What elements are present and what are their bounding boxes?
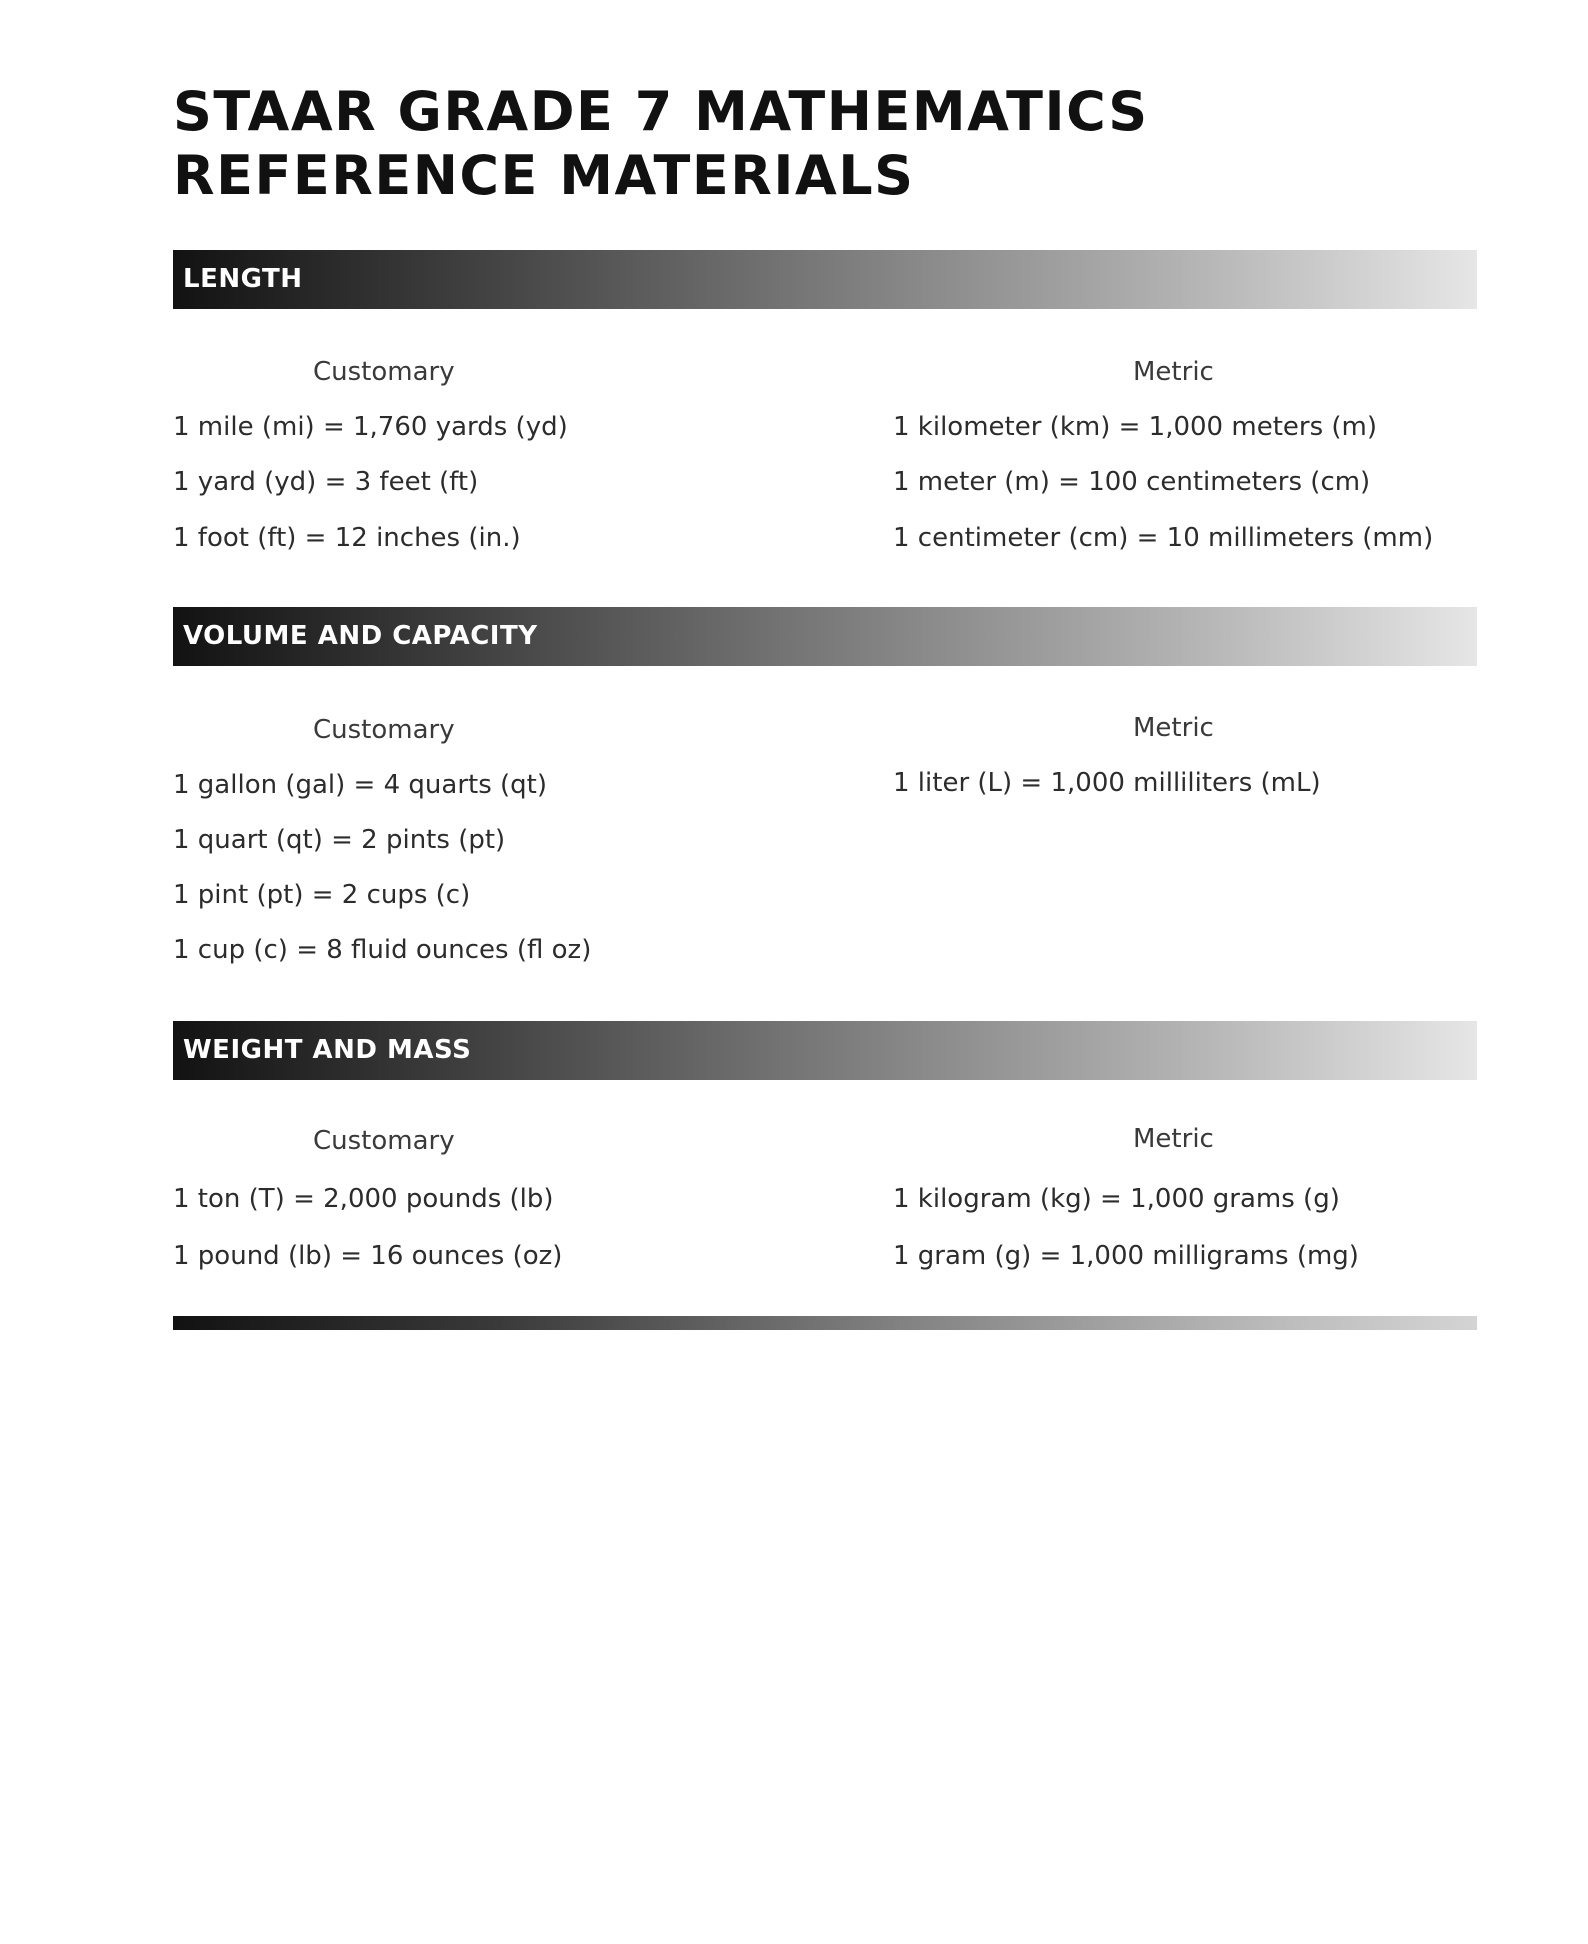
bottom-divider [173,1316,1477,1330]
volume-customary-row: 1 pint (pt) = 2 cups (c) [173,880,471,910]
length-metric-row: 1 centimeter (cm) = 10 millimeters (mm) [893,523,1434,553]
weight-metric-row: 1 kilogram (kg) = 1,000 grams (g) [893,1184,1340,1214]
length-customary-heading: Customary [313,357,455,387]
length-customary-row: 1 foot (ft) = 12 inches (in.) [173,523,521,553]
weight-customary-row: 1 pound (lb) = 16 ounces (oz) [173,1241,563,1271]
length-customary-row: 1 mile (mi) = 1,760 yards (yd) [173,412,568,442]
page-title-line-2: REFERENCE MATERIALS [173,144,915,207]
section-heading-weight: WEIGHT AND MASS [183,1035,472,1065]
volume-metric-heading: Metric [1133,713,1214,743]
volume-customary-row: 1 gallon (gal) = 4 quarts (qt) [173,770,548,800]
length-metric-row: 1 kilometer (km) = 1,000 meters (m) [893,412,1377,442]
weight-metric-row: 1 gram (g) = 1,000 milligrams (mg) [893,1241,1359,1271]
weight-customary-heading: Customary [313,1126,455,1156]
weight-metric-heading: Metric [1133,1124,1214,1154]
length-metric-heading: Metric [1133,357,1214,387]
weight-customary-row: 1 ton (T) = 2,000 pounds (lb) [173,1184,554,1214]
volume-customary-row: 1 cup (c) = 8 fluid ounces (fl oz) [173,935,592,965]
page-title [173,80,1149,208]
section-header-length [173,250,1477,309]
volume-customary-row: 1 quart (qt) = 2 pints (pt) [173,825,506,855]
section-heading-volume: VOLUME AND CAPACITY [183,621,538,651]
length-customary-row: 1 yard (yd) = 3 feet (ft) [173,467,479,497]
page-title-line-1: STAAR GRADE 7 MATHEMATICS [173,80,1149,143]
section-heading-length: LENGTH [183,264,303,294]
length-metric-row: 1 meter (m) = 100 centimeters (cm) [893,467,1371,497]
volume-customary-heading: Customary [313,715,455,745]
section-header-volume [173,607,1477,666]
section-header-weight [173,1021,1477,1080]
volume-metric-row: 1 liter (L) = 1,000 milliliters (mL) [893,768,1321,798]
